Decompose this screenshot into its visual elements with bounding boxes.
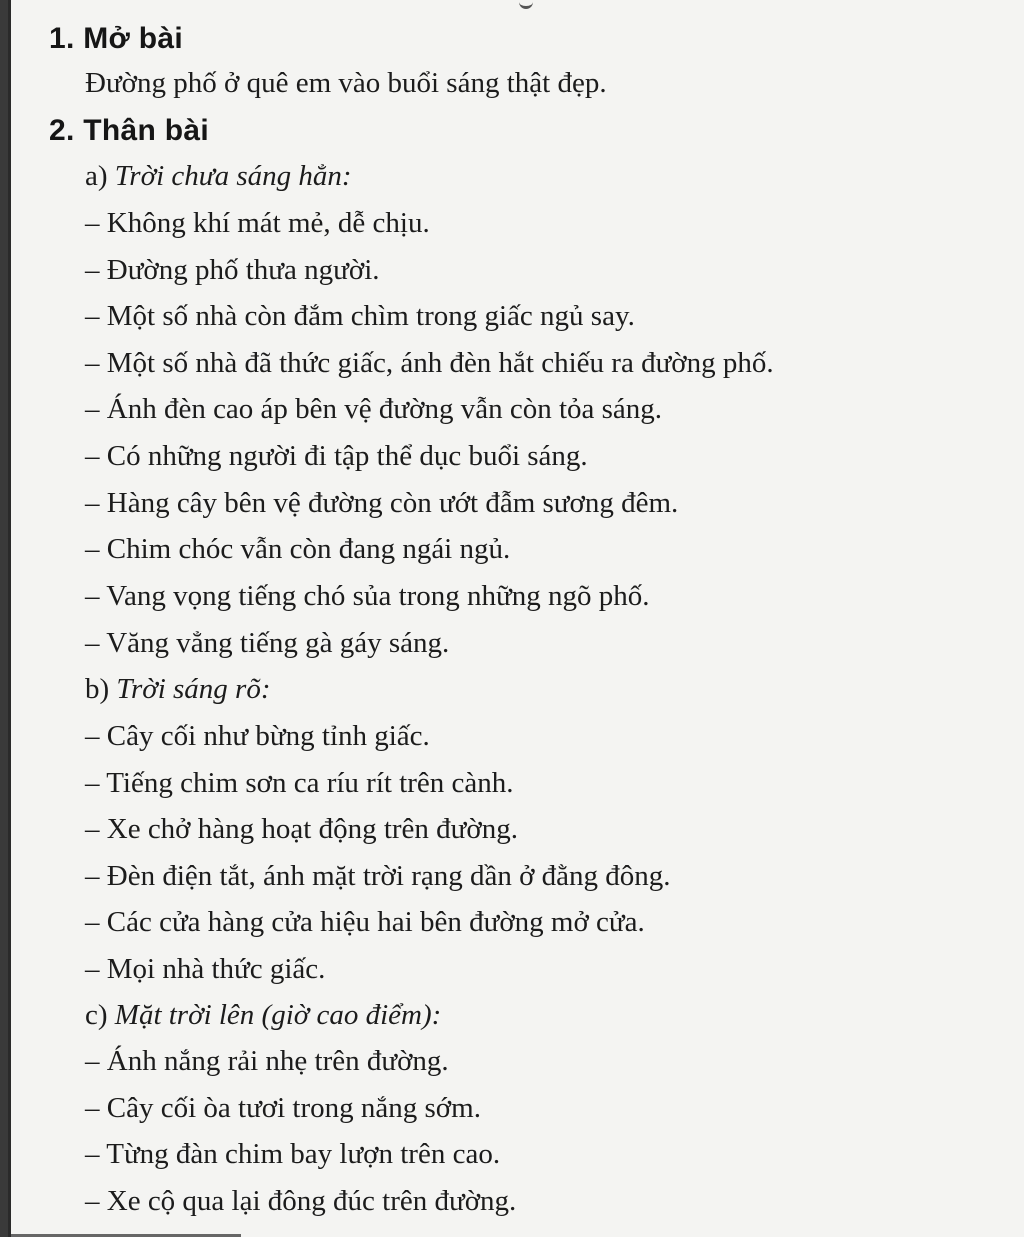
heading-body: 2. Thân bài (49, 114, 209, 147)
intro-text: Đường phố ở quê em vào buổi sáng thật đẹp. (85, 67, 607, 99)
subheading-b (85, 673, 271, 706)
subheading-a-title: Trời chưa sáng hẳn: (114, 160, 352, 192)
document-page (8, 0, 1024, 1237)
subheading-c (85, 999, 441, 1032)
list-item: – Một số nhà đã thức giấc, ánh đèn hắt chiếu ra đường phố. (85, 347, 774, 379)
list-item: – Các cửa hàng cửa hiệu hai bên đường mở cửa. (85, 906, 645, 938)
list-item: – Ánh đèn cao áp bên vệ đường vẫn còn tỏa sáng. (85, 393, 663, 425)
subheading-b-title: Trời sáng rõ: (116, 673, 271, 705)
subheading-a-prefix: a) (85, 160, 108, 192)
list-item: – Văng vẳng tiếng gà gáy sáng. (85, 627, 450, 659)
list-item: – Có những người đi tập thể dục buổi sáng. (85, 440, 588, 472)
list-item: – Đèn điện tắt, ánh mặt trời rạng dần ở đằng đông. (85, 860, 671, 892)
list-item: – Không khí mát mẻ, dễ chịu. (85, 207, 430, 239)
list-item: – Chim chóc vẫn còn đang ngái ngủ. (85, 533, 511, 565)
subheading-c-prefix: c) (85, 999, 108, 1031)
list-item: – Ánh nắng rải nhẹ trên đường. (85, 1045, 449, 1077)
list-item: – Từng đàn chim bay lượn trên cao. (85, 1138, 501, 1170)
subheading-c-title: Mặt trời lên (giờ cao điểm): (114, 999, 442, 1031)
list-item: – Mọi nhà thức giấc. (85, 953, 326, 985)
list-item: – Vang vọng tiếng chó sủa trong những ngõ phố. (85, 580, 650, 612)
list-item: – Xe cộ qua lại đông đúc trên đường. (85, 1185, 517, 1217)
subheading-a (85, 160, 352, 193)
subheading-b-prefix: b) (85, 673, 110, 705)
list-item: – Tiếng chim sơn ca ríu rít trên cành. (85, 767, 514, 799)
heading-intro: 1. Mở bài (49, 22, 184, 55)
list-item: – Đường phố thưa người. (85, 254, 380, 286)
list-item: – Cây cối như bừng tỉnh giấc. (85, 720, 430, 752)
list-item: – Cây cối òa tươi trong nắng sớm. (85, 1092, 481, 1124)
list-item: – Hàng cây bên vệ đường còn ướt đẫm sương đêm. (85, 487, 679, 519)
page-top-mark (519, 0, 533, 9)
list-item: – Một số nhà còn đắm chìm trong giấc ngủ say. (85, 300, 635, 332)
list-item: – Xe chở hàng hoạt động trên đường. (85, 813, 518, 845)
